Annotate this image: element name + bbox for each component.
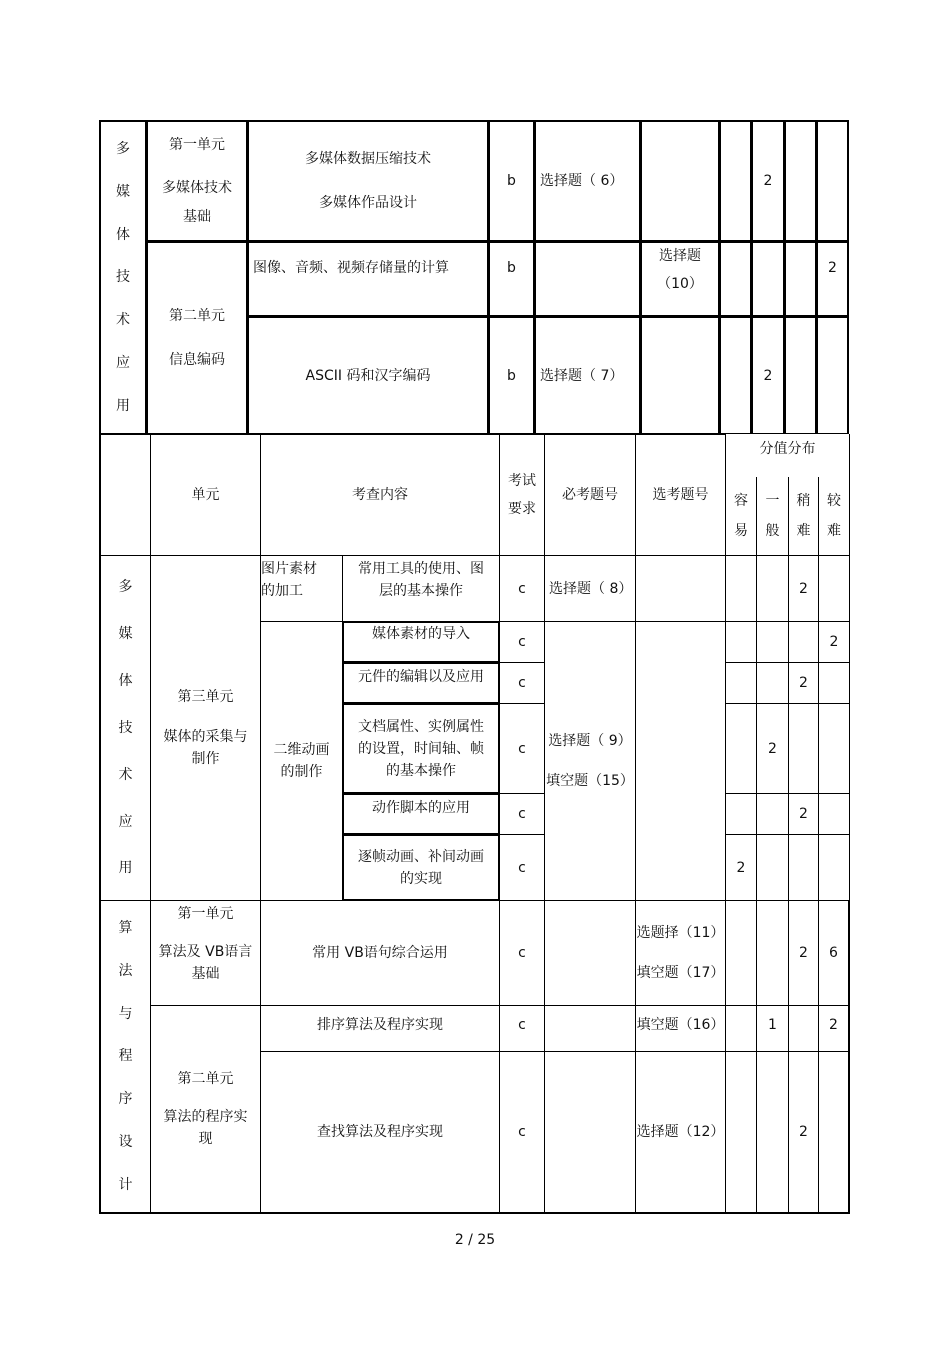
content-cell	[342, 834, 500, 901]
header-elective-q: 选考题号	[635, 434, 726, 556]
header-line: 难	[827, 523, 841, 539]
score-hard-cell	[818, 793, 850, 835]
required-q-cell	[544, 621, 636, 901]
category-char: 多	[118, 579, 133, 596]
header-line: 容	[734, 493, 748, 509]
req-cell: c	[499, 900, 545, 1006]
score-normal-cell	[756, 662, 789, 704]
header-line: 易	[734, 523, 748, 539]
score-hard-cell	[818, 555, 850, 622]
category-char: 多	[116, 141, 130, 158]
category-char: 体	[118, 673, 133, 690]
unit-line: 第二单元	[169, 308, 225, 324]
required-q-cell	[544, 1005, 636, 1052]
unit-line: 算法的程序实	[163, 1109, 248, 1125]
category-char: 媒	[118, 626, 133, 643]
score-slightly-hard-cell: 2	[788, 1051, 819, 1214]
unit-line: 第二单元	[177, 1071, 234, 1087]
score-hard-cell: 2	[818, 621, 850, 663]
content-line: 逐帧动画、补间动画	[358, 848, 484, 865]
content-cell: 媒体素材的导入	[342, 621, 500, 663]
elective-q-cell	[635, 555, 726, 622]
category-char: 技	[118, 719, 133, 736]
elective-line: 填空题（17）	[636, 965, 725, 981]
req-cell: c	[499, 703, 545, 794]
header-score-distribution: 分值分布	[725, 434, 850, 478]
content-cell: 元件的编辑以及应用	[342, 662, 500, 704]
score-easy-cell: 2	[725, 834, 757, 901]
score-normal-cell	[756, 555, 789, 622]
header-required-q: 必考题号	[544, 434, 636, 556]
category-cell-multimedia-1	[99, 120, 147, 435]
category-char: 术	[118, 766, 133, 783]
unit-line: 媒体的采集与	[163, 729, 248, 745]
subtopic-line: 的制作	[280, 764, 323, 780]
unit-line: 信息编码	[169, 352, 225, 368]
score-normal-cell: 2	[751, 120, 785, 242]
score-hard-cell	[818, 1051, 850, 1214]
unit-cell	[150, 900, 261, 1006]
category-char: 算	[118, 920, 133, 937]
unit-line: 基础	[183, 208, 211, 225]
elective-line: （10）	[657, 276, 703, 292]
score-easy-cell	[725, 1005, 757, 1052]
score-slightly-hard-cell	[784, 120, 817, 242]
score-normal-cell: 2	[751, 316, 785, 435]
unit-cell	[150, 555, 261, 901]
unit-cell	[146, 241, 248, 435]
score-hard-cell	[816, 316, 849, 435]
elective-q-cell	[635, 621, 726, 901]
req-cell: b	[488, 241, 535, 317]
elective-line: 选题择（11）	[636, 925, 725, 941]
unit-line: 算法及 VB语言	[158, 944, 253, 960]
content-cell: 排序算法及程序实现	[260, 1005, 500, 1052]
score-hard-cell: 2	[816, 241, 849, 317]
content-line: 文档属性、实例属性	[358, 718, 484, 735]
category-char: 法	[118, 963, 133, 980]
header-line: 一	[765, 493, 780, 509]
score-easy-cell	[725, 621, 757, 663]
content-line: 的设置，时间轴、帧	[358, 740, 484, 757]
unit-line: 多媒体技术	[162, 179, 232, 196]
required-q-cell	[544, 900, 636, 1006]
required-q-cell	[534, 241, 641, 317]
score-hard-cell: 2	[818, 1005, 850, 1052]
score-hard-cell	[818, 834, 850, 901]
unit-line: 基础	[191, 966, 220, 982]
score-easy-cell	[719, 316, 752, 435]
score-easy-cell	[719, 241, 752, 317]
elective-q-cell: 填空题（16）	[635, 1005, 726, 1052]
req-cell: c	[499, 834, 545, 901]
required-q-cell: 选择题（ 6）	[534, 120, 641, 242]
content-cell: 图像、音频、视频存储量的计算	[247, 241, 489, 317]
subtopic-line: 的加工	[261, 583, 303, 599]
category-char: 设	[118, 1133, 133, 1150]
category-char: 媒	[116, 184, 130, 201]
header-line: 要求	[508, 501, 536, 517]
score-easy-cell	[725, 1051, 757, 1214]
score-slightly-hard-cell	[788, 1005, 819, 1052]
category-char: 应	[116, 354, 130, 371]
subtopic-line: 图片素材	[261, 561, 317, 577]
header-line: 考试	[508, 473, 536, 489]
score-slightly-hard-cell: 2	[788, 900, 819, 1006]
subtopic-cell	[260, 555, 343, 622]
score-easy-cell	[725, 703, 757, 794]
req-cell: c	[499, 793, 545, 835]
category-char: 用	[116, 397, 130, 414]
score-slightly-hard-cell: 2	[788, 555, 819, 622]
category-char: 术	[116, 312, 130, 329]
content-line: 的实现	[400, 870, 442, 887]
header-easy	[725, 477, 757, 556]
category-cell-multimedia-2	[99, 555, 151, 901]
content-line: 常用工具的使用、图	[358, 561, 484, 577]
header-requirement	[499, 434, 545, 556]
req-cell: c	[499, 621, 545, 663]
content-cell	[342, 703, 500, 794]
required-line: 填空题（15）	[546, 773, 634, 789]
content-line: 多媒体作品设计	[319, 195, 417, 211]
page-number: 2 / 25	[454, 1232, 496, 1248]
score-slightly-hard-cell	[784, 316, 817, 435]
score-normal-cell	[756, 621, 789, 663]
header-line: 难	[796, 523, 811, 539]
unit-line: 第一单元	[169, 137, 225, 154]
required-q-cell: 选择题（ 7）	[534, 316, 641, 435]
score-normal-cell	[756, 793, 789, 835]
score-slightly-hard-cell: 2	[788, 662, 819, 704]
unit-line: 第一单元	[177, 906, 234, 922]
score-easy-cell	[725, 793, 757, 835]
score-hard-cell: 6	[818, 900, 850, 1006]
score-slightly-hard-cell	[784, 241, 817, 317]
unit-cell	[150, 1005, 261, 1214]
elective-q-cell: 选择题（12）	[635, 1051, 726, 1214]
score-easy-cell	[719, 120, 752, 242]
content-cell	[342, 555, 500, 622]
required-q-cell: 选择题（ 8）	[544, 555, 636, 622]
score-normal-cell	[751, 241, 785, 317]
content-line: 的基本操作	[386, 762, 456, 779]
content-line: 多媒体数据压缩技术	[305, 151, 431, 167]
score-normal-cell	[756, 834, 789, 901]
elective-q-cell	[635, 900, 726, 1006]
score-slightly-hard-cell	[788, 703, 819, 794]
required-line: 选择题（ 9）	[548, 733, 632, 749]
score-normal-cell	[756, 900, 789, 1006]
category-char: 计	[118, 1176, 133, 1193]
category-char: 体	[116, 226, 130, 243]
category-char: 与	[118, 1005, 133, 1022]
category-char: 技	[116, 269, 130, 286]
content-cell	[247, 120, 489, 242]
score-slightly-hard-cell: 2	[788, 793, 819, 835]
header-normal	[756, 477, 789, 556]
header-content: 考查内容	[260, 434, 500, 556]
category-cell-algorithm	[99, 900, 151, 1214]
elective-q-cell	[640, 316, 720, 435]
score-hard-cell	[816, 120, 849, 242]
unit-cell	[146, 120, 248, 242]
score-slightly-hard-cell	[788, 621, 819, 663]
subtopic-cell	[260, 621, 343, 901]
unit-line: 制作	[191, 751, 220, 767]
header-line: 稍	[796, 493, 811, 509]
unit-line: 现	[198, 1131, 213, 1147]
elective-q-cell	[640, 241, 720, 317]
score-normal-cell: 1	[756, 1005, 789, 1052]
header-line: 较	[827, 493, 841, 509]
content-cell: 动作脚本的应用	[342, 793, 500, 835]
req-cell: b	[488, 316, 535, 435]
req-cell: c	[499, 555, 545, 622]
category-char: 序	[118, 1091, 133, 1108]
req-cell: c	[499, 1005, 545, 1052]
score-slightly-hard-cell	[788, 834, 819, 901]
category-char: 程	[118, 1048, 133, 1065]
content-cell: 查找算法及程序实现	[260, 1051, 500, 1214]
category-char: 应	[118, 813, 133, 830]
header-unit: 单元	[150, 434, 261, 556]
elective-q-cell	[640, 120, 720, 242]
score-normal-cell: 2	[756, 703, 789, 794]
header-blank-cell	[99, 434, 151, 556]
score-easy-cell	[725, 900, 757, 1006]
elective-line: 选择题	[659, 248, 701, 264]
required-q-cell	[544, 1051, 636, 1214]
req-cell: c	[499, 662, 545, 704]
content-cell: ASCII 码和汉字编码	[247, 316, 489, 435]
subtopic-line: 二维动画	[273, 742, 330, 758]
unit-line: 第三单元	[177, 689, 234, 705]
req-cell: c	[499, 1051, 545, 1214]
content-cell: 常用 VB语句综合运用	[260, 900, 500, 1006]
score-hard-cell	[818, 703, 850, 794]
content-line: 层的基本操作	[379, 583, 463, 599]
header-line: 般	[765, 523, 780, 539]
category-char: 用	[118, 860, 133, 877]
header-hard	[818, 477, 850, 556]
score-hard-cell	[818, 662, 850, 704]
score-easy-cell	[725, 662, 757, 704]
req-cell: b	[488, 120, 535, 242]
score-easy-cell	[725, 555, 757, 622]
header-slightly-hard	[788, 477, 819, 556]
score-normal-cell	[756, 1051, 789, 1214]
